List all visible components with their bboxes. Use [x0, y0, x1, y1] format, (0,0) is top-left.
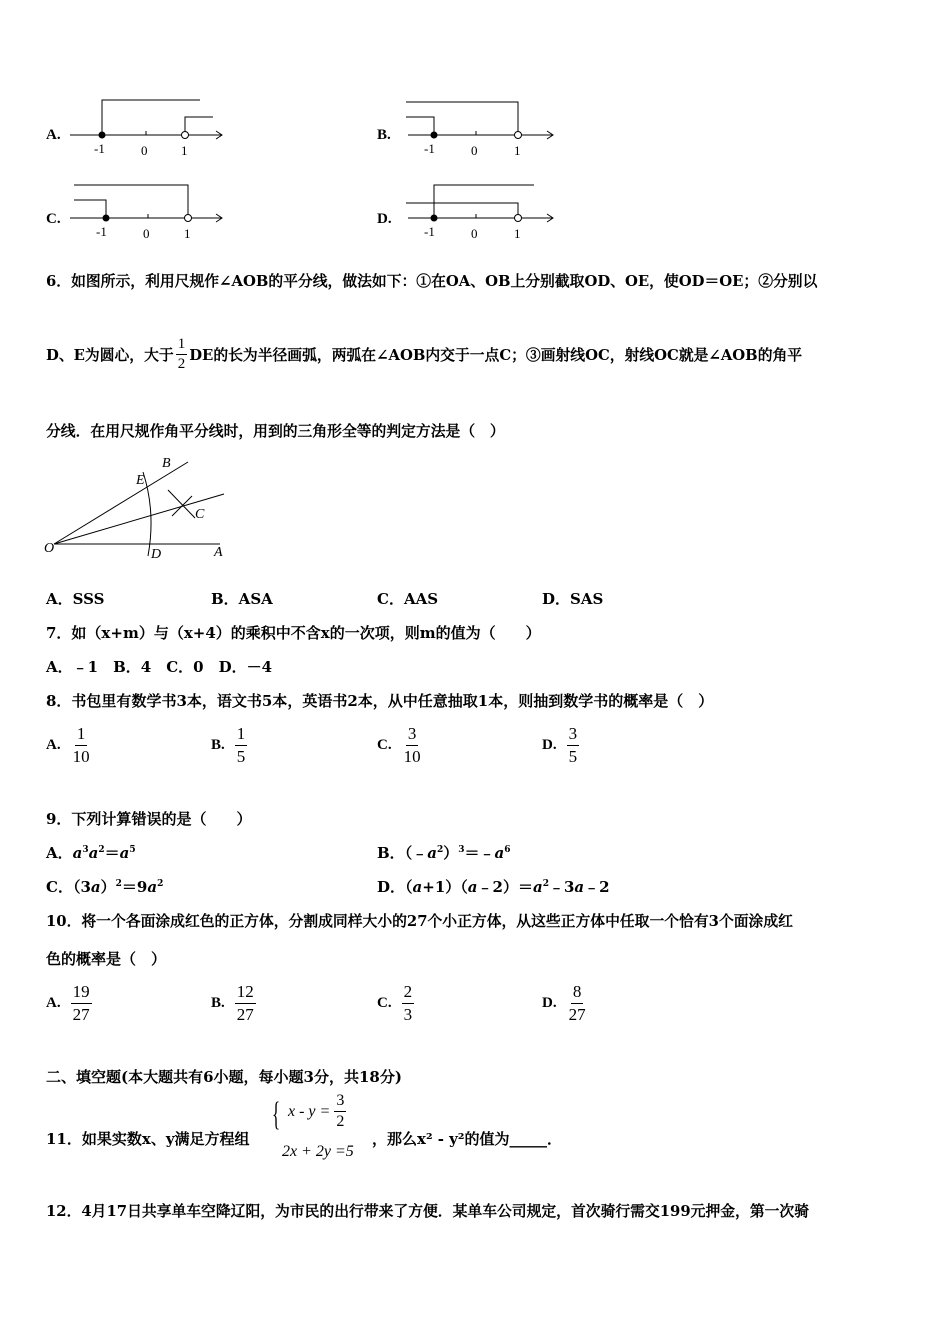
q9-option-c: C．$(3a)^2=9a^2$ [46, 878, 164, 896]
q10-a-den: 27 [72, 1004, 90, 1024]
q8-option-c [377, 724, 423, 766]
q10-option-b [211, 982, 256, 1024]
q9-option-a: A．$a^3a^2=a^5$ [46, 844, 136, 862]
q10-a-num: 19 [71, 982, 92, 1004]
q10-d-num: 8 [571, 982, 584, 1004]
q6-line3: 分线．在用尺规作角平分线时，用到的三角形全等的判定方法是（ ） [46, 423, 505, 440]
q6-option-c: C．AAS [377, 590, 439, 608]
q9-c-label: C． [46, 878, 73, 896]
q6-frac-den: 2 [177, 356, 186, 373]
q6-option-b: B．ASA [211, 590, 273, 608]
q5d-tick-0: 0 [471, 226, 478, 241]
q5c-tick-neg1: -1 [96, 224, 107, 239]
q8-b-den: 5 [236, 746, 246, 766]
q7-options: A．﹣1 B．4 C．0 D．－4 [46, 658, 273, 676]
q11-eq1-num: 3 [334, 1092, 346, 1112]
q6-option-d: D．SAS [542, 590, 604, 608]
q10-option-d [542, 982, 588, 1024]
q11-eq1-left: x - y = [288, 1102, 331, 1120]
q5d-tick-neg1: -1 [424, 224, 435, 239]
fig-label-o: O [44, 541, 55, 556]
q5b-tick-0: 0 [471, 143, 478, 158]
q8-c-den: 10 [403, 746, 421, 766]
q6-line1: 6．如图所示，利用尺规作∠AOB的平分线，做法如下：①在OA、OB上分别截取OD、OE，使OD＝OE；②分别以 [46, 273, 818, 290]
q8-option-b-label: B. [211, 736, 225, 753]
q8-question: 8．书包里有数学书3本，语文书5本，英语书2本，从中任意抽取1本，则抽到数学书的概率是（ ） [46, 692, 714, 710]
fig-label-c: C [195, 507, 205, 522]
q5-option-d-label: D. [377, 211, 392, 227]
q5-option-c-number-line [70, 178, 230, 248]
q8-b-num: 1 [235, 724, 248, 746]
q5-option-b-number-line [398, 95, 563, 165]
q8-c-num: 3 [406, 724, 419, 746]
q5-option-a-label: A. [46, 127, 61, 143]
q9-a-label: A． [46, 844, 73, 862]
q12-question: 12．4月17日共享单车空降辽阳，为市民的出行带来了方便．某单车公司规定，首次骑行需交199元押金，第一次骑 [46, 1203, 810, 1220]
q5a-tick-1: 1 [181, 143, 188, 158]
fig-label-d: D [151, 547, 162, 562]
q5c-tick-0: 0 [143, 226, 150, 241]
q11-suffix: ，那么x² - y²的值为_____． [372, 1130, 562, 1148]
q5b-tick-neg1: -1 [424, 141, 435, 156]
q11-eq1-den: 2 [336, 1113, 345, 1131]
q9-option-b: B．$(﹣a^2)^3=﹣a^6$ [377, 844, 511, 862]
q8-d-den: 5 [568, 746, 578, 766]
q5-option-d-number-line [398, 178, 563, 248]
q11-equation-2: 2x + 2y =5 [282, 1143, 354, 1160]
q5a-tick-neg1: -1 [94, 141, 105, 156]
q8-d-num: 3 [567, 724, 580, 746]
q8-a-num: 1 [75, 724, 88, 746]
q5d-tick-1: 1 [514, 226, 521, 241]
q8-option-a [46, 724, 92, 766]
q9-option-d: D．$(a+1)(a﹣2)=a^2﹣3a﹣2$ [377, 878, 610, 896]
q10-c-num: 2 [402, 982, 415, 1004]
q8-option-c-label: C. [377, 736, 392, 753]
q10-option-b-label: B. [211, 994, 225, 1011]
q10-line1: 10．将一个各面涂成红色的正方体，分割成同样大小的27个小正方体，从这些正方体中任取一个恰有3个面涂成红 [46, 913, 793, 930]
q10-line2: 色的概率是（ ） [46, 950, 167, 968]
q9-b-label: B． [377, 844, 405, 862]
q11-prefix: 11．如果实数x、y满足方程组 [46, 1130, 250, 1148]
q10-b-num: 12 [235, 982, 256, 1004]
q5-option-c-label: C. [46, 211, 61, 227]
q10-option-d-label: D. [542, 994, 557, 1011]
q10-option-a-label: A. [46, 994, 61, 1011]
q6-option-a: A．SSS [46, 590, 105, 608]
fig-label-a: A [214, 545, 223, 560]
q6-frac-num: 1 [176, 336, 188, 355]
q11-equation-1 [288, 1092, 346, 1132]
q5b-tick-1: 1 [514, 143, 521, 158]
q6-line2-pre: D、E为圆心，大于 [46, 347, 174, 365]
q5c-tick-1: 1 [184, 226, 191, 241]
q10-c-den: 3 [403, 1004, 413, 1024]
q6-half-fraction [176, 336, 188, 374]
q8-a-den: 10 [72, 746, 90, 766]
q10-option-c-label: C. [377, 994, 392, 1011]
q10-option-c [377, 982, 414, 1024]
q6-line2 [46, 336, 802, 374]
q5-option-b-label: B. [377, 127, 391, 143]
q10-d-den: 27 [568, 1004, 586, 1024]
q9-d-label: D． [377, 878, 406, 896]
q8-option-b [211, 724, 247, 766]
q7-question: 7．如（x+m）与（x+4）的乘积中不含x的一次项，则m的值为（ ） [46, 624, 541, 642]
q6-line2-post: DE的长为半径画弧，两弧在∠AOB内交于一点C；③画射线OC，射线OC就是∠AOB的角平 [189, 347, 803, 365]
q5a-tick-0: 0 [141, 143, 148, 158]
q10-option-a [46, 982, 92, 1024]
q11-brace: { [272, 1096, 281, 1133]
q8-option-a-label: A. [46, 736, 61, 753]
fig-label-b: B [162, 456, 171, 471]
q5-option-a-number-line [70, 95, 230, 165]
q8-option-d-label: D. [542, 736, 557, 753]
q10-b-den: 27 [236, 1004, 254, 1024]
section-heading-fill-in: 二、填空题(本大题共有6小题，每小题3分，共18分) [46, 1068, 402, 1086]
q8-option-d [542, 724, 579, 766]
fig-label-e: E [136, 473, 145, 488]
q9-question: 9．下列计算错误的是（ ） [46, 810, 252, 828]
q6-angle-bisector-figure [40, 452, 240, 564]
